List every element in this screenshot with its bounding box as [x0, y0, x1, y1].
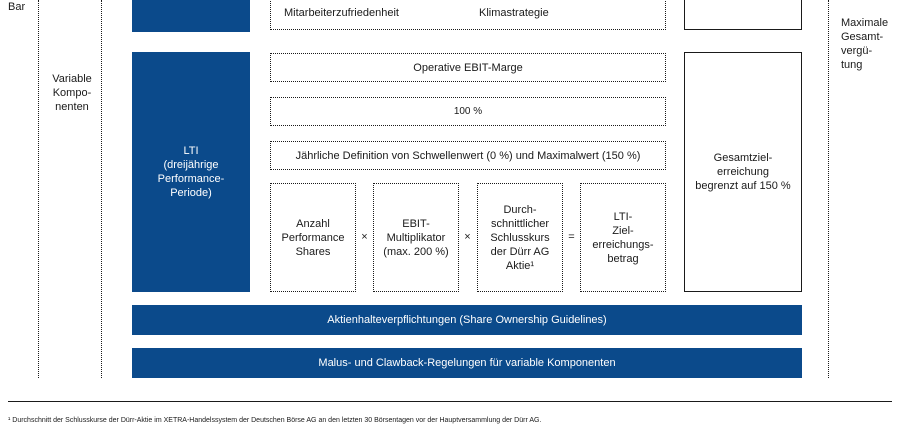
- row-threshold-definition: Jährliche Definition von Schwellenwert (0 %) und Maximalwert (150 %): [270, 141, 666, 170]
- multiply-operator-2: ×: [464, 231, 471, 243]
- formula-performance-shares: Anzahl Performance Shares: [270, 183, 356, 292]
- lti-block: LTI (dreijährige Performance- Periode): [132, 52, 250, 292]
- label-bar: Bar: [8, 1, 26, 13]
- top-blue-block: [132, 0, 250, 32]
- left-inner-divider: [101, 0, 102, 378]
- equals-operator: =: [568, 231, 575, 243]
- label-variable-components: Variable Kompo- nenten: [52, 73, 92, 113]
- footnote: ¹ Durchschnitt der Schlusskurse der Dürr-Aktie im XETRA-Handelssystem der Deutschen Börse AG an den letzten 30 Börsentagen vor der Hauptversammlung der Dürr AG.: [8, 417, 542, 424]
- row-weighting: 100 %: [270, 97, 666, 126]
- footnote-divider: [8, 401, 892, 402]
- right-divider: [828, 0, 829, 378]
- lti-cap-box: Gesamtziel- erreichung begrenzt auf 150 %: [684, 52, 802, 292]
- label-max-compensation: Maximale Gesamt- vergü- tung: [841, 17, 889, 71]
- row-operative-ebit-margin: Operative EBIT-Marge: [270, 53, 666, 82]
- bar-malus-clawback: Malus- und Clawback-Regelungen für variable Komponenten: [132, 348, 802, 378]
- formula-lti-result: LTI- Ziel- erreichungs- betrag: [580, 183, 666, 292]
- multiply-operator-1: ×: [361, 231, 368, 243]
- left-outer-divider: [38, 0, 39, 378]
- top-criteria-box: [270, 0, 666, 30]
- criterion-climate-strategy: Klimastrategie: [479, 7, 549, 19]
- formula-average-share-price: Durch- schnittlicher Schlusskurs der Dürr AG Aktie¹: [477, 183, 563, 292]
- criterion-employee-satisfaction: Mitarbeiterzufriedenheit: [284, 7, 399, 19]
- formula-ebit-multiplier: EBIT- Multiplikator (max. 200 %): [373, 183, 459, 292]
- top-cap-box: [684, 0, 802, 30]
- bar-share-ownership-guidelines: Aktienhalteverpflichtungen (Share Ownership Guidelines): [132, 305, 802, 335]
